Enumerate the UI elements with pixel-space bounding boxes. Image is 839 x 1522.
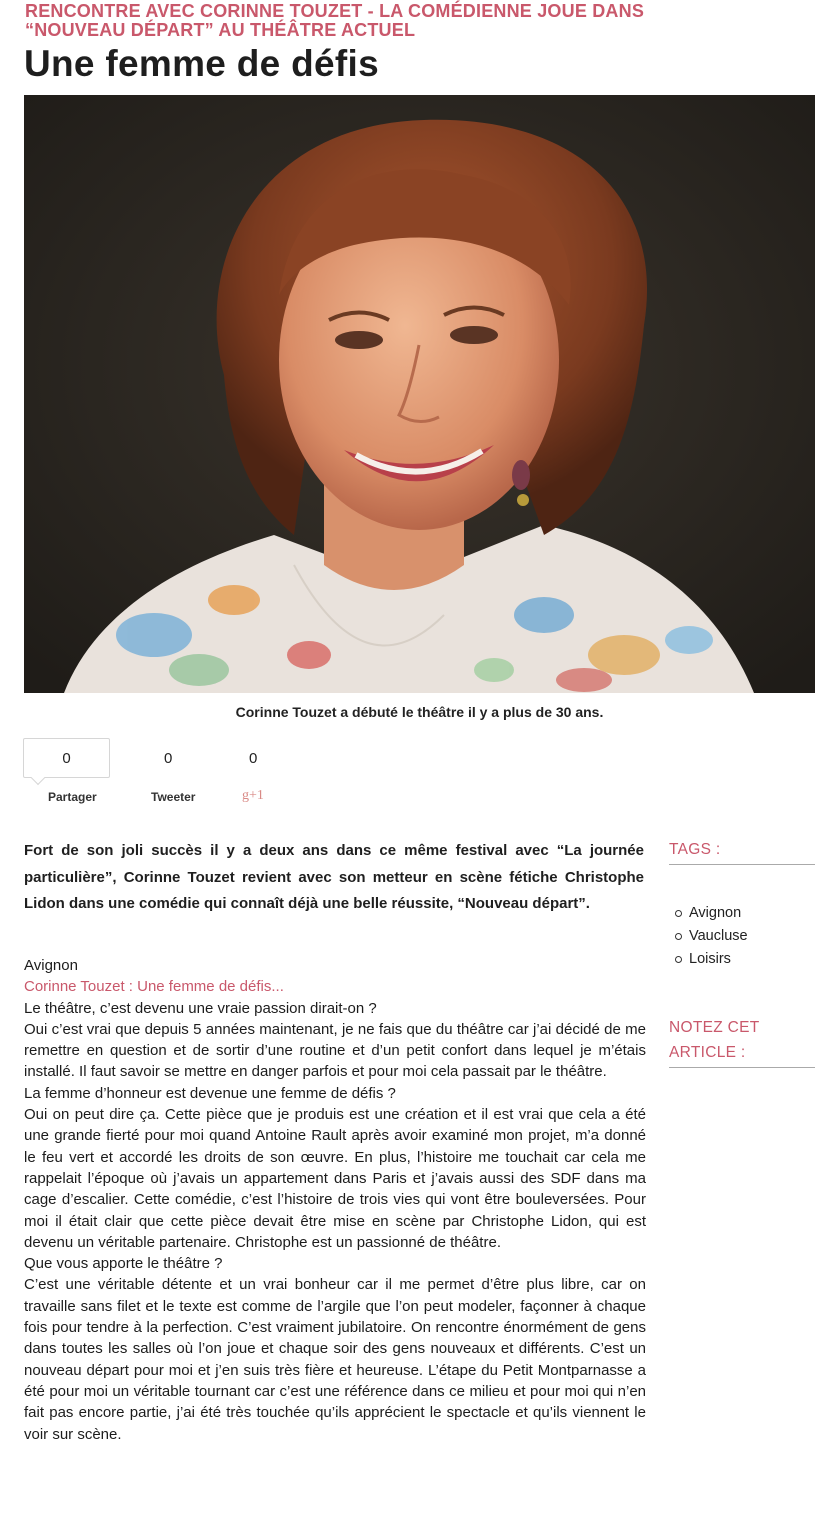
interview-answer: C’est une véritable détente et un vrai bonheur car il me permet d’être plus libre, car on travaille sans filet et le texte est comme de l’argile que l’on peut modeler, façonner à chaque fois pour tendre à la perfection. C’est vraiment jubilatoire. On rencontre énormément de gens dans toutes les salles où l’on joue et chaque soir des gens nouveaux et différents. C’est un nouveau départ pour moi et j’en suis très fière et heureuse. L’étape du Petit Montparnasse a été pour moi un véritable tournant car c’est une référence dans ce milieu et pour moi qui n’en fait pas encore partie, j’ai été très touchée qu’ils apprécient le spectacle et qu’ils viennent le voir sur scène. [24,1276,646,1443]
share-bar [0,738,839,808]
facebook-share-button[interactable]: Partager [48,790,97,804]
facebook-share-count[interactable]: 0 [23,738,110,778]
interview-question: La femme d’honneur est devenue une femme de défis ? [24,1084,396,1102]
interview-question: Que vous apporte le théâtre ? [24,1255,223,1273]
gplus-share-button[interactable]: g+1 [242,788,264,803]
portrait-photo [24,95,815,693]
article-body [24,955,646,1445]
interview-question: Le théâtre, c’est devenu une vraie passion dirait-on ? [24,999,377,1017]
article-subtitle: Corinne Touzet : Une femme de défis... [24,978,284,996]
photo-caption: Corinne Touzet a débuté le théâtre il y a plus de 30 ans. [235,704,604,720]
kicker-line-2: “NOUVEAU DÉPART” AU THÉÂTRE ACTUEL [25,20,416,40]
article-kicker [25,2,825,40]
tag-link[interactable]: Avignon [675,902,748,925]
tag-link[interactable]: Vaucluse [675,925,748,948]
kicker-line-1: RENCONTRE AVEC CORINNE TOUZET - LA COMÉDIENNE JOUE DANS [25,1,645,21]
tags-heading: TAGS : [669,837,815,865]
twitter-share-count[interactable]: 0 [164,750,173,767]
interview-answer: Oui on peut dire ça. Cette pièce que je produis est une création et il est vrai que cela a été une grande fierté pour moi quand Antoine Rault après avoir examiné mon projet, m’a donné le feu vert et accordé les droits de son œuvre. En plus, l’histoire me touchait car cela me rappelait l’époque où j’avais un appartement dans Paris et j’avais aussi des SDF dans ma cage d’escalier. Cette comédie, c’est l’histoire de trois vies qui vont être bouleversées. Pour moi il était clair que cette pièce devait être mise en scène par Christophe Lidon, qui est devenu un véritable partenaire. Christophe est un passionné de théâtre. [24,1106,646,1251]
article-headline: Une femme de défis [24,43,379,84]
rate-line-2: ARTICLE : [669,1044,746,1061]
rate-line-1: NOTEZ CET [669,1019,760,1036]
interview-answer: Oui c’est vrai que depuis 5 années maintenant, je ne fais que du théâtre car j’ai décidé de me remettre en question et de sortir d’une routine et d’un petit confort dans lequel je m’étais installé. Il faut savoir se mettre en danger parfois et pour moi cela passait par le théâtre. [24,1020,646,1081]
article-lede: Fort de son joli succès il y a deux ans dans ce même festival avec “La journée particulière”, Corinne Touzet revient avec son metteur en scène fétiche Christophe Lidon dans une comédie qui connaît déjà une belle réussite, “Nouveau départ”. [24,842,644,912]
tag-link[interactable]: Loisirs [675,948,748,971]
tags-list [675,902,748,971]
rate-article-heading [669,1015,815,1068]
twitter-share-button[interactable]: Tweeter [151,790,196,804]
gplus-share-count[interactable]: 0 [249,750,258,767]
article-location: Avignon [24,957,78,974]
